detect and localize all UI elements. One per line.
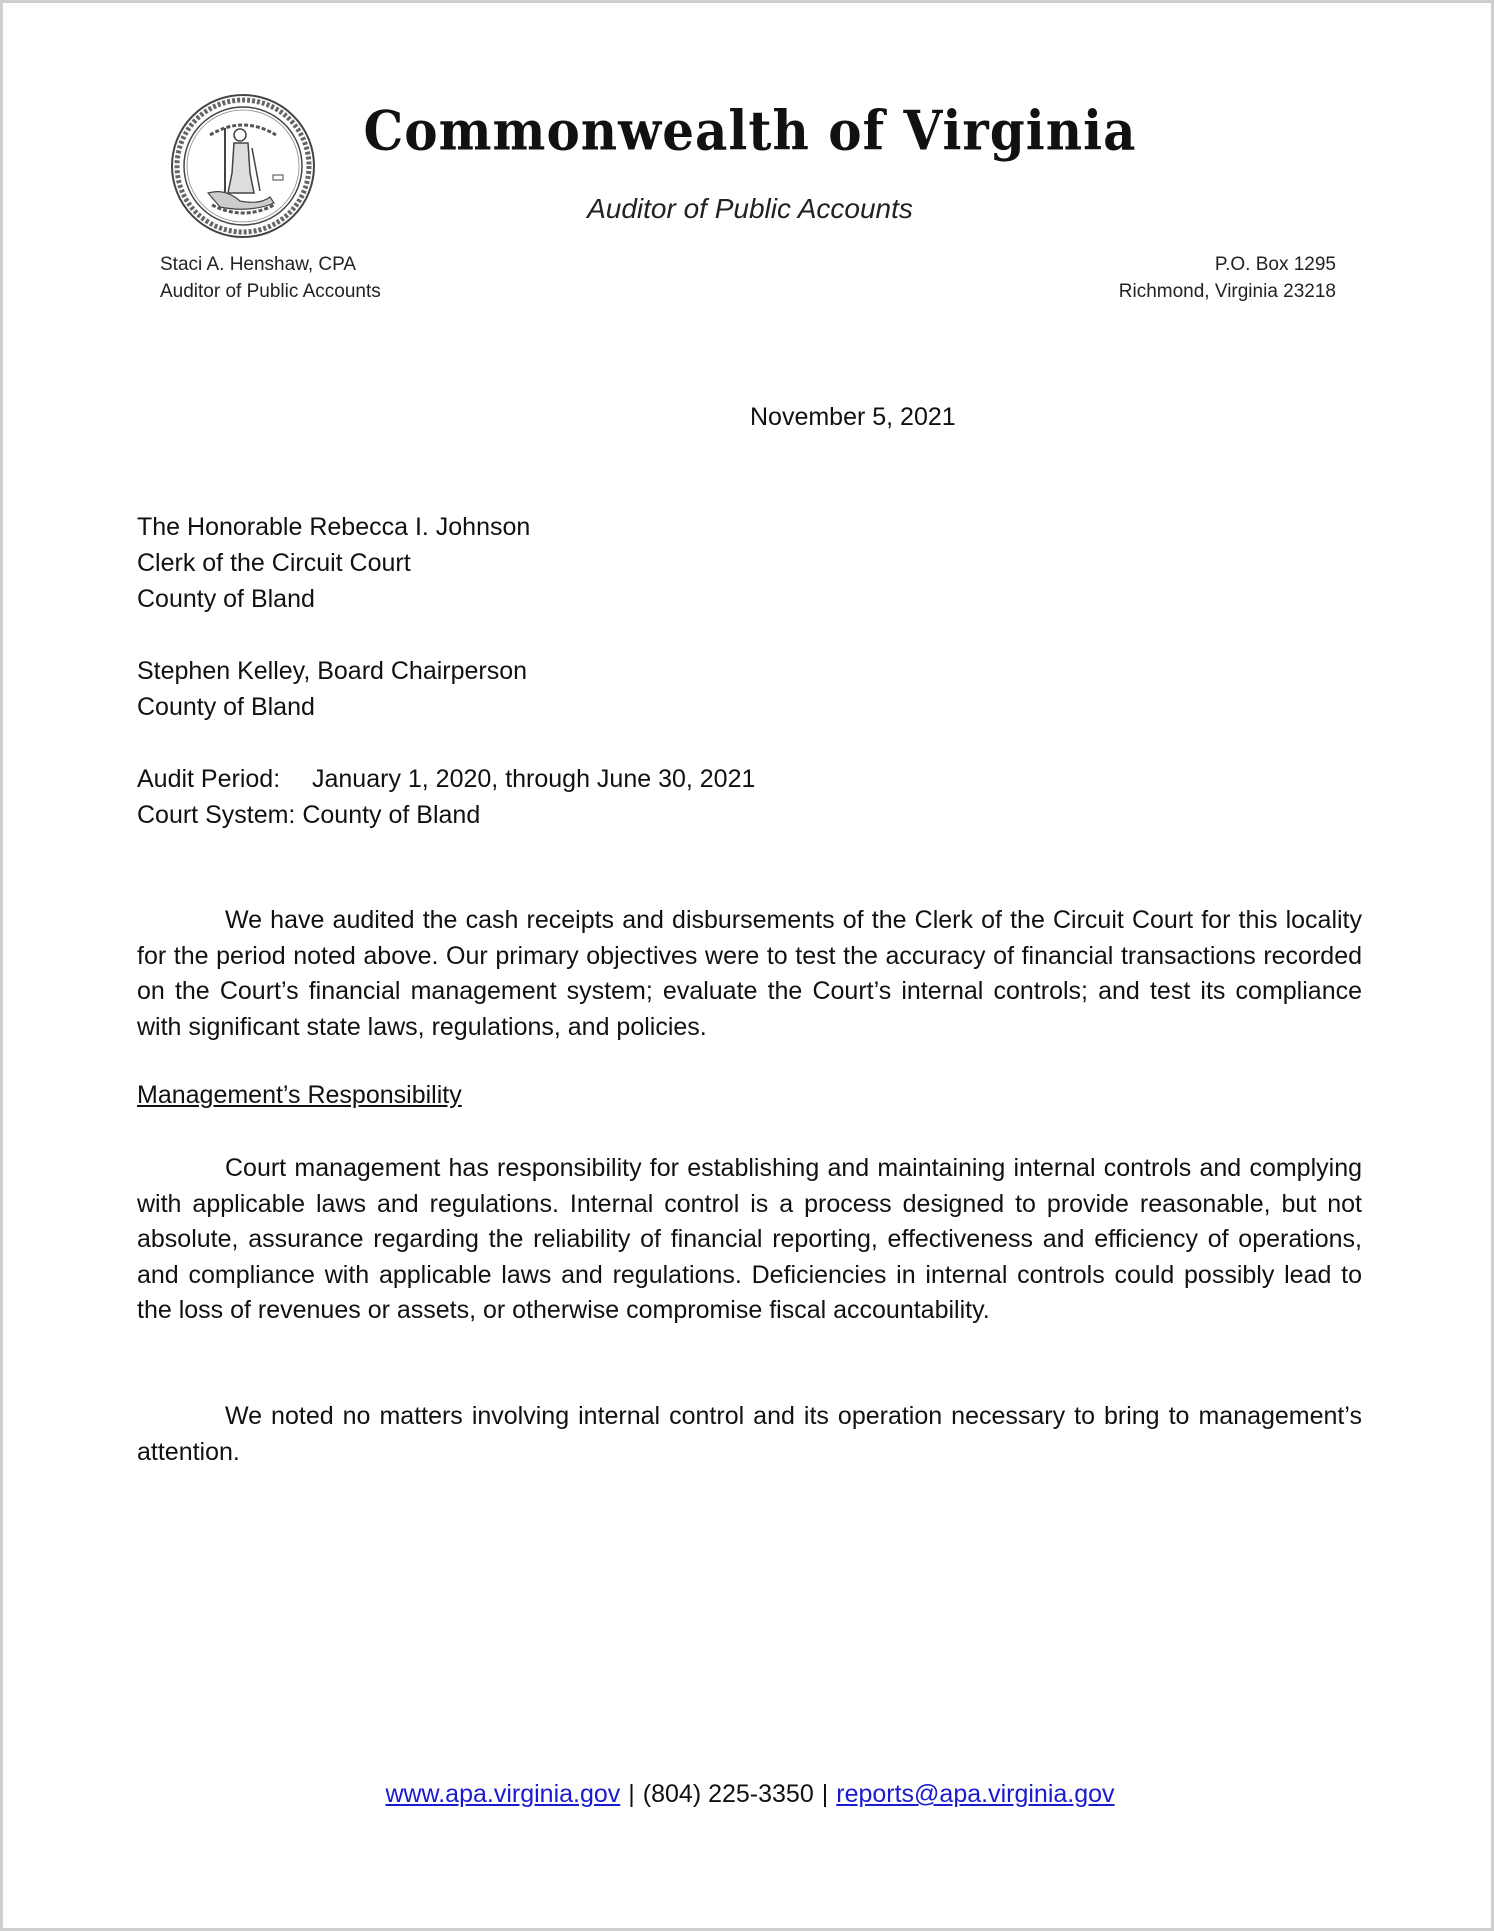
po-box: P.O. Box 1295 — [1214, 254, 1336, 275]
phone-number: (804) 225-3350 — [642, 1780, 814, 1808]
body-paragraph-3 — [137, 1399, 1362, 1470]
recipient-line: Stephen Kelley, Board Chairperson — [137, 657, 528, 685]
audit-period-label: Audit Period: — [137, 765, 281, 793]
recipient-block — [137, 653, 527, 725]
recipient-line: County of Bland — [137, 585, 315, 613]
website-link[interactable]: www.apa.virginia.gov — [385, 1780, 621, 1808]
email-link[interactable]: reports@apa.virginia.gov — [836, 1780, 1115, 1808]
paragraph-text: We noted no matters involving internal control and its operation necessary to bring to management’s attention. — [137, 1402, 1362, 1466]
body-paragraph-1 — [137, 903, 1362, 1045]
section-heading: Management’s Responsibility — [137, 1081, 462, 1109]
office-address — [1119, 251, 1336, 305]
letterhead-title: Commonwealth of Virginia — [363, 98, 1137, 163]
court-system-label: Court System: — [137, 801, 296, 829]
auditor-title: Auditor of Public Accounts — [160, 281, 381, 302]
body-paragraph-2 — [137, 1151, 1362, 1329]
letterhead-subtitle: Auditor of Public Accounts — [587, 193, 913, 224]
footer-separator: | — [821, 1780, 829, 1808]
recipient-line: County of Bland — [137, 693, 315, 721]
recipient-line: The Honorable Rebecca I. Johnson — [137, 513, 531, 541]
audit-info — [137, 761, 755, 833]
auditor-info — [160, 251, 381, 305]
letter-date: November 5, 2021 — [750, 403, 956, 431]
paragraph-text: We have audited the cash receipts and disbursements of the Clerk of the Circuit Court for this locality for the period noted above. Our primary objectives were to test the accuracy of financial transactions recorded on the Court’s financial management system; evaluate the Court’s internal controls; and test its compliance with significant state laws, regulations, and policies. — [137, 906, 1362, 1041]
recipient-line: Clerk of the Circuit Court — [137, 549, 411, 577]
footer-separator: | — [628, 1780, 635, 1808]
recipient-block — [137, 509, 530, 617]
court-system-value: County of Bland — [302, 801, 481, 829]
paragraph-text: Court management has responsibility for establishing and maintaining internal controls and complying with applicable laws and regulations. Internal control is a process designed to provide reasonable, but not absolute, assurance regarding the reliability of financial reporting, effectiveness and efficiency of operations, and compliance with applicable laws and regulations. Deficiencies in internal controls could possibly lead to the loss of revenues or assets, or otherwise compromise fiscal accountability. — [137, 1154, 1362, 1325]
audit-period-value: January 1, 2020, through June 30, 2021 — [312, 765, 756, 793]
footer-contact — [3, 1780, 1494, 1809]
city-state-zip: Richmond, Virginia 23218 — [1118, 281, 1336, 302]
auditor-name: Staci A. Henshaw, CPA — [160, 254, 357, 275]
